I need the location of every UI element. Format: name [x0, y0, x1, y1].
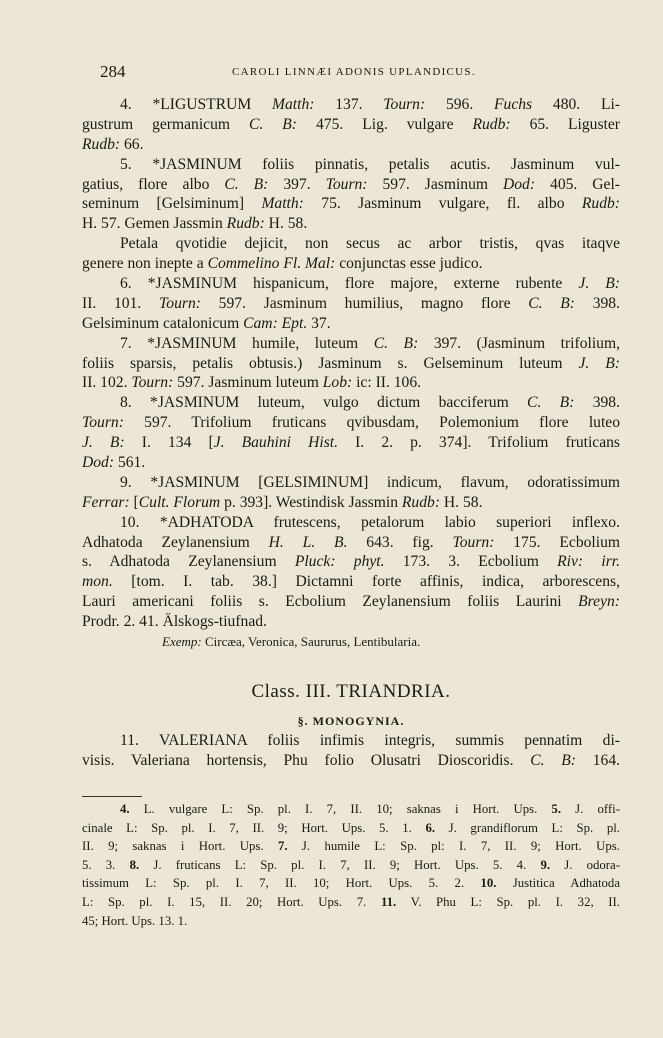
- text-line: visis. Valeriana hortensis, Phu folio Olusatri Dioscoridis. C. B: 164.: [82, 751, 620, 769]
- footnotes: [82, 800, 620, 930]
- page-header: [100, 62, 620, 82]
- running-head: CAROLI LINNÆI ADONIS UPLANDICUS.: [232, 66, 476, 78]
- footnote-rule: [82, 796, 142, 797]
- text-line: Adhatoda Zeylanensium H. L. B. 643. fig. Tourn: 175. Ecbolium: [82, 533, 620, 551]
- exemp-line: Exemp: Circæa, Veronica, Saururus, Lentibularia.: [162, 634, 421, 650]
- text-line: foliis sparsis, petalis obtusis.) Jasminum s. Gelseminum luteum J. B:: [82, 354, 620, 372]
- text-line: Gelsiminum catalonicum Cam: Ept. 37.: [82, 314, 331, 332]
- text-line: seminum [Gelsiminum] Matth: 75. Jasminum vulgare, fl. albo Rudb:: [82, 195, 620, 213]
- text-line: Prodr. 2. 41. Älskogs-tiufnad.: [82, 613, 267, 631]
- main-text: [82, 95, 620, 771]
- text-line: Rudb: 66.: [82, 135, 144, 153]
- text-line: tissimum L: Sp. pl. I. 7, II. 10; Hort. Ups. 5. 2. 10. Justitica Adhatoda: [82, 876, 620, 891]
- text-line: 11. VALERIANA foliis infimis integris, summis pennatim di-: [120, 731, 620, 749]
- text-line: gatius, flore albo C. B: 397. Tourn: 597. Jasminum Dod: 405. Gel-: [82, 175, 620, 193]
- text-line: Lauri americani foliis s. Ecbolium Zeylanensium foliis Laurini Breyn:: [82, 593, 620, 611]
- text-line: s. Adhatoda Zeylanensium Pluck: phyt. 173. 3. Ecbolium Riv: irr.: [82, 553, 620, 571]
- text-line: gustrum germanicum C. B: 475. Lig. vulgare Rudb: 65. Liguster: [82, 115, 620, 133]
- text-line: cinale L: Sp. pl. I. 7, II. 9; Hort. Ups. 5. 1. 6. J. grandiflorum L: Sp. pl.: [82, 820, 620, 835]
- text-line: J. B: I. 134 [J. Bauhini Hist. I. 2. p. 374]. Trifolium fruticans: [82, 434, 620, 452]
- text-line: 8. *JASMINUM luteum, vulgo dictum bacciferum C. B: 398.: [120, 394, 620, 412]
- text-line: 9. *JASMINUM [GELSIMINUM] indicum, flavum, odoratissimum: [120, 473, 620, 491]
- text-line: 5. *JASMINUM foliis pinnatis, petalis acutis. Jasminum vul-: [120, 155, 620, 173]
- text-line: 5. 3. 8. J. fruticans L: Sp. pl. I. 7, II. 9; Hort. Ups. 5. 4. 9. J. odora-: [82, 857, 620, 872]
- text-line: 10. *ADHATODA frutescens, petalorum labio superiori inflexo.: [120, 513, 620, 531]
- text-line: mon. [tom. I. tab. 38.] Dictamni forte affinis, indica, arborescens,: [82, 573, 620, 591]
- paragraph-block: [82, 95, 620, 632]
- text-line: genere non inepte a Commelino Fl. Mal: conjunctas esse judico.: [82, 255, 483, 273]
- text-line: 4. *LIGUSTRUM Matth: 137. Tourn: 596. Fuchs 480. Li-: [120, 96, 620, 113]
- text-line: II. 9; saknas i Hort. Ups. 7. J. humile L: Sp. pl: I. 7, II. 9; Hort. Ups.: [82, 839, 620, 854]
- text-line: H. 57. Gemen Jassmin Rudb: H. 58.: [82, 215, 308, 233]
- text-line: II. 102. Tourn: 597. Jasminum luteum Lob: ic: II. 106.: [82, 374, 422, 392]
- text-line: 4. L. vulgare L: Sp. pl. I. 7, II. 10; saknas i Hort. Ups. 5. J. offi-: [120, 802, 620, 816]
- text-line: 6. *JASMINUM hispanicum, flore majore, externe rubente J. B:: [120, 275, 620, 293]
- class-heading: Class. III. TRIANDRIA.: [251, 680, 451, 702]
- paragraph-block-2: [82, 731, 620, 771]
- text-line: Tourn: 597. Trifolium fruticans qvibusdam, Polemonium flore luteo: [82, 414, 620, 432]
- text-line: 45; Hort. Ups. 13. 1.: [82, 913, 188, 928]
- section-subheading: §. MONOGYNIA.: [297, 713, 405, 728]
- text-line: Ferrar: [Cult. Florum p. 393]. Westindisk Jassmin Rudb: H. 58.: [82, 493, 483, 511]
- text-line: 7. *JASMINUM humile, luteum C. B: 397. (Jasminum trifolium,: [120, 334, 620, 352]
- text-line: Petala qvotidie dejicit, non secus ac arbor tristis, qvas itaqve: [120, 235, 620, 253]
- text-line: II. 101. Tourn: 597. Jasminum humilius, magno flore C. B: 398.: [82, 294, 620, 312]
- page-number: 284: [100, 62, 126, 81]
- text-line: Dod: 561.: [82, 454, 146, 472]
- text-line: L: Sp. pl. I. 15, II. 20; Hort. Ups. 7. 11. V. Phu L: Sp. pl. I. 32, II.: [82, 894, 620, 909]
